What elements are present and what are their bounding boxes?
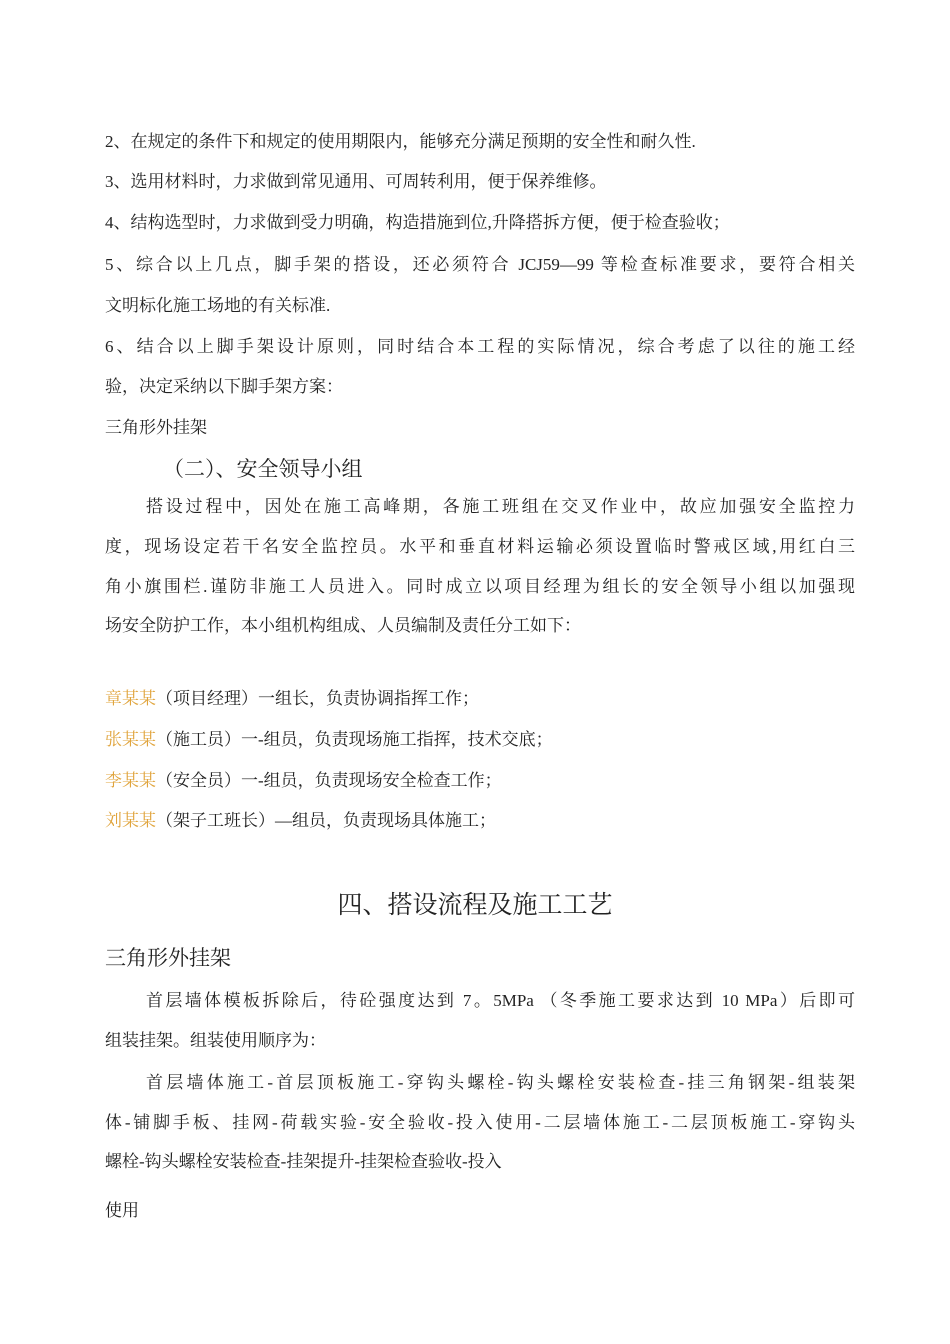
section-heading-safety-group: （二）、安全领导小组: [163, 457, 363, 481]
process-paragraph-2-line-2: 体-铺脚手板、挂网-荷载实验-安全验收-投入使用-二层墙体施工-二层顶板施工-穿钩头: [105, 1113, 855, 1132]
list-item-6-line-1: 6、结合以上脚手架设计原则，同时结合本工程的实际情况，综合考虑了以往的施工经: [105, 337, 855, 356]
member-name: 李某某: [105, 771, 156, 790]
member-desc: （项目经理）一组长，负责协调指挥工作；: [156, 689, 479, 708]
list-item-6-line-2: 验，决定采纳以下脚手架方案：: [105, 377, 343, 396]
list-item-2: 2、在规定的条件下和规定的使用期限内，能够充分满足预期的安全性和耐久性.: [105, 132, 696, 151]
member-name: 刘某某: [105, 811, 156, 830]
safety-paragraph-line-1: 搭设过程中，因处在施工高峰期，各施工班组在交叉作业中，故应加强安全监控力: [146, 497, 855, 516]
member-item: [105, 801, 855, 841]
member-desc: （施工员）一-组员，负责现场施工指挥，技术交底；: [156, 730, 553, 749]
process-paragraph-2-line-3: 螺栓-钩头螺栓安装检查-挂架提升-挂架检查验收-投入: [105, 1152, 502, 1171]
safety-paragraph-line-3: 角小旗围栏.谨防非施工人员进入。同时成立以项目经理为组长的安全领导小组以加强现: [105, 577, 855, 596]
member-name: 张某某: [105, 730, 156, 749]
scaffold-type-label: 三角形外挂架: [105, 418, 207, 437]
process-paragraph-1-line-2: 组装挂架。组装使用顺序为：: [105, 1031, 326, 1050]
member-item: [105, 761, 855, 801]
member-item: [105, 720, 855, 760]
process-paragraph-3: 使用: [105, 1201, 139, 1220]
process-paragraph-1-line-1: 首层墙体模板拆除后，待砼强度达到 7。5MPa （冬季施工要求达到 10 MPa）后即可: [146, 991, 855, 1010]
process-paragraph-2-line-1: 首层墙体施工-首层顶板施工-穿钩头螺栓-钩头螺栓安装检查-挂三角钢架-组装架: [146, 1073, 855, 1092]
list-item-5-line-2: 文明标化施工场地的有关标准.: [105, 296, 331, 315]
list-item-3: 3、选用材料时，力求做到常见通用、可周转利用，便于保养维修。: [105, 172, 607, 191]
list-item-4: 4、结构选型时，力求做到受力明确，构造措施到位,升降搭拆方便，便于检查验收；: [105, 213, 730, 232]
list-item-5-line-1: 5、综合以上几点，脚手架的搭设，还必须符合 JCJ59—99 等检查标准要求，要符合相关: [105, 255, 855, 274]
chapter-heading: 四、搭设流程及施工工艺: [337, 892, 613, 919]
subsection-heading: 三角形外挂架: [105, 946, 231, 970]
safety-paragraph-line-2: 度，现场设定若干名安全监控员。水平和垂直材料运输必须设置临时警戒区域,用红白三: [105, 537, 855, 556]
safety-paragraph-line-4: 场安全防护工作，本小组机构组成、人员编制及责任分工如下：: [105, 616, 581, 635]
member-item: [105, 679, 855, 719]
member-desc: （安全员）一-组员，负责现场安全检查工作；: [156, 771, 502, 790]
member-name: 章某某: [105, 689, 156, 708]
member-desc: （架子工班长）—组员，负责现场具体施工；: [156, 811, 496, 830]
